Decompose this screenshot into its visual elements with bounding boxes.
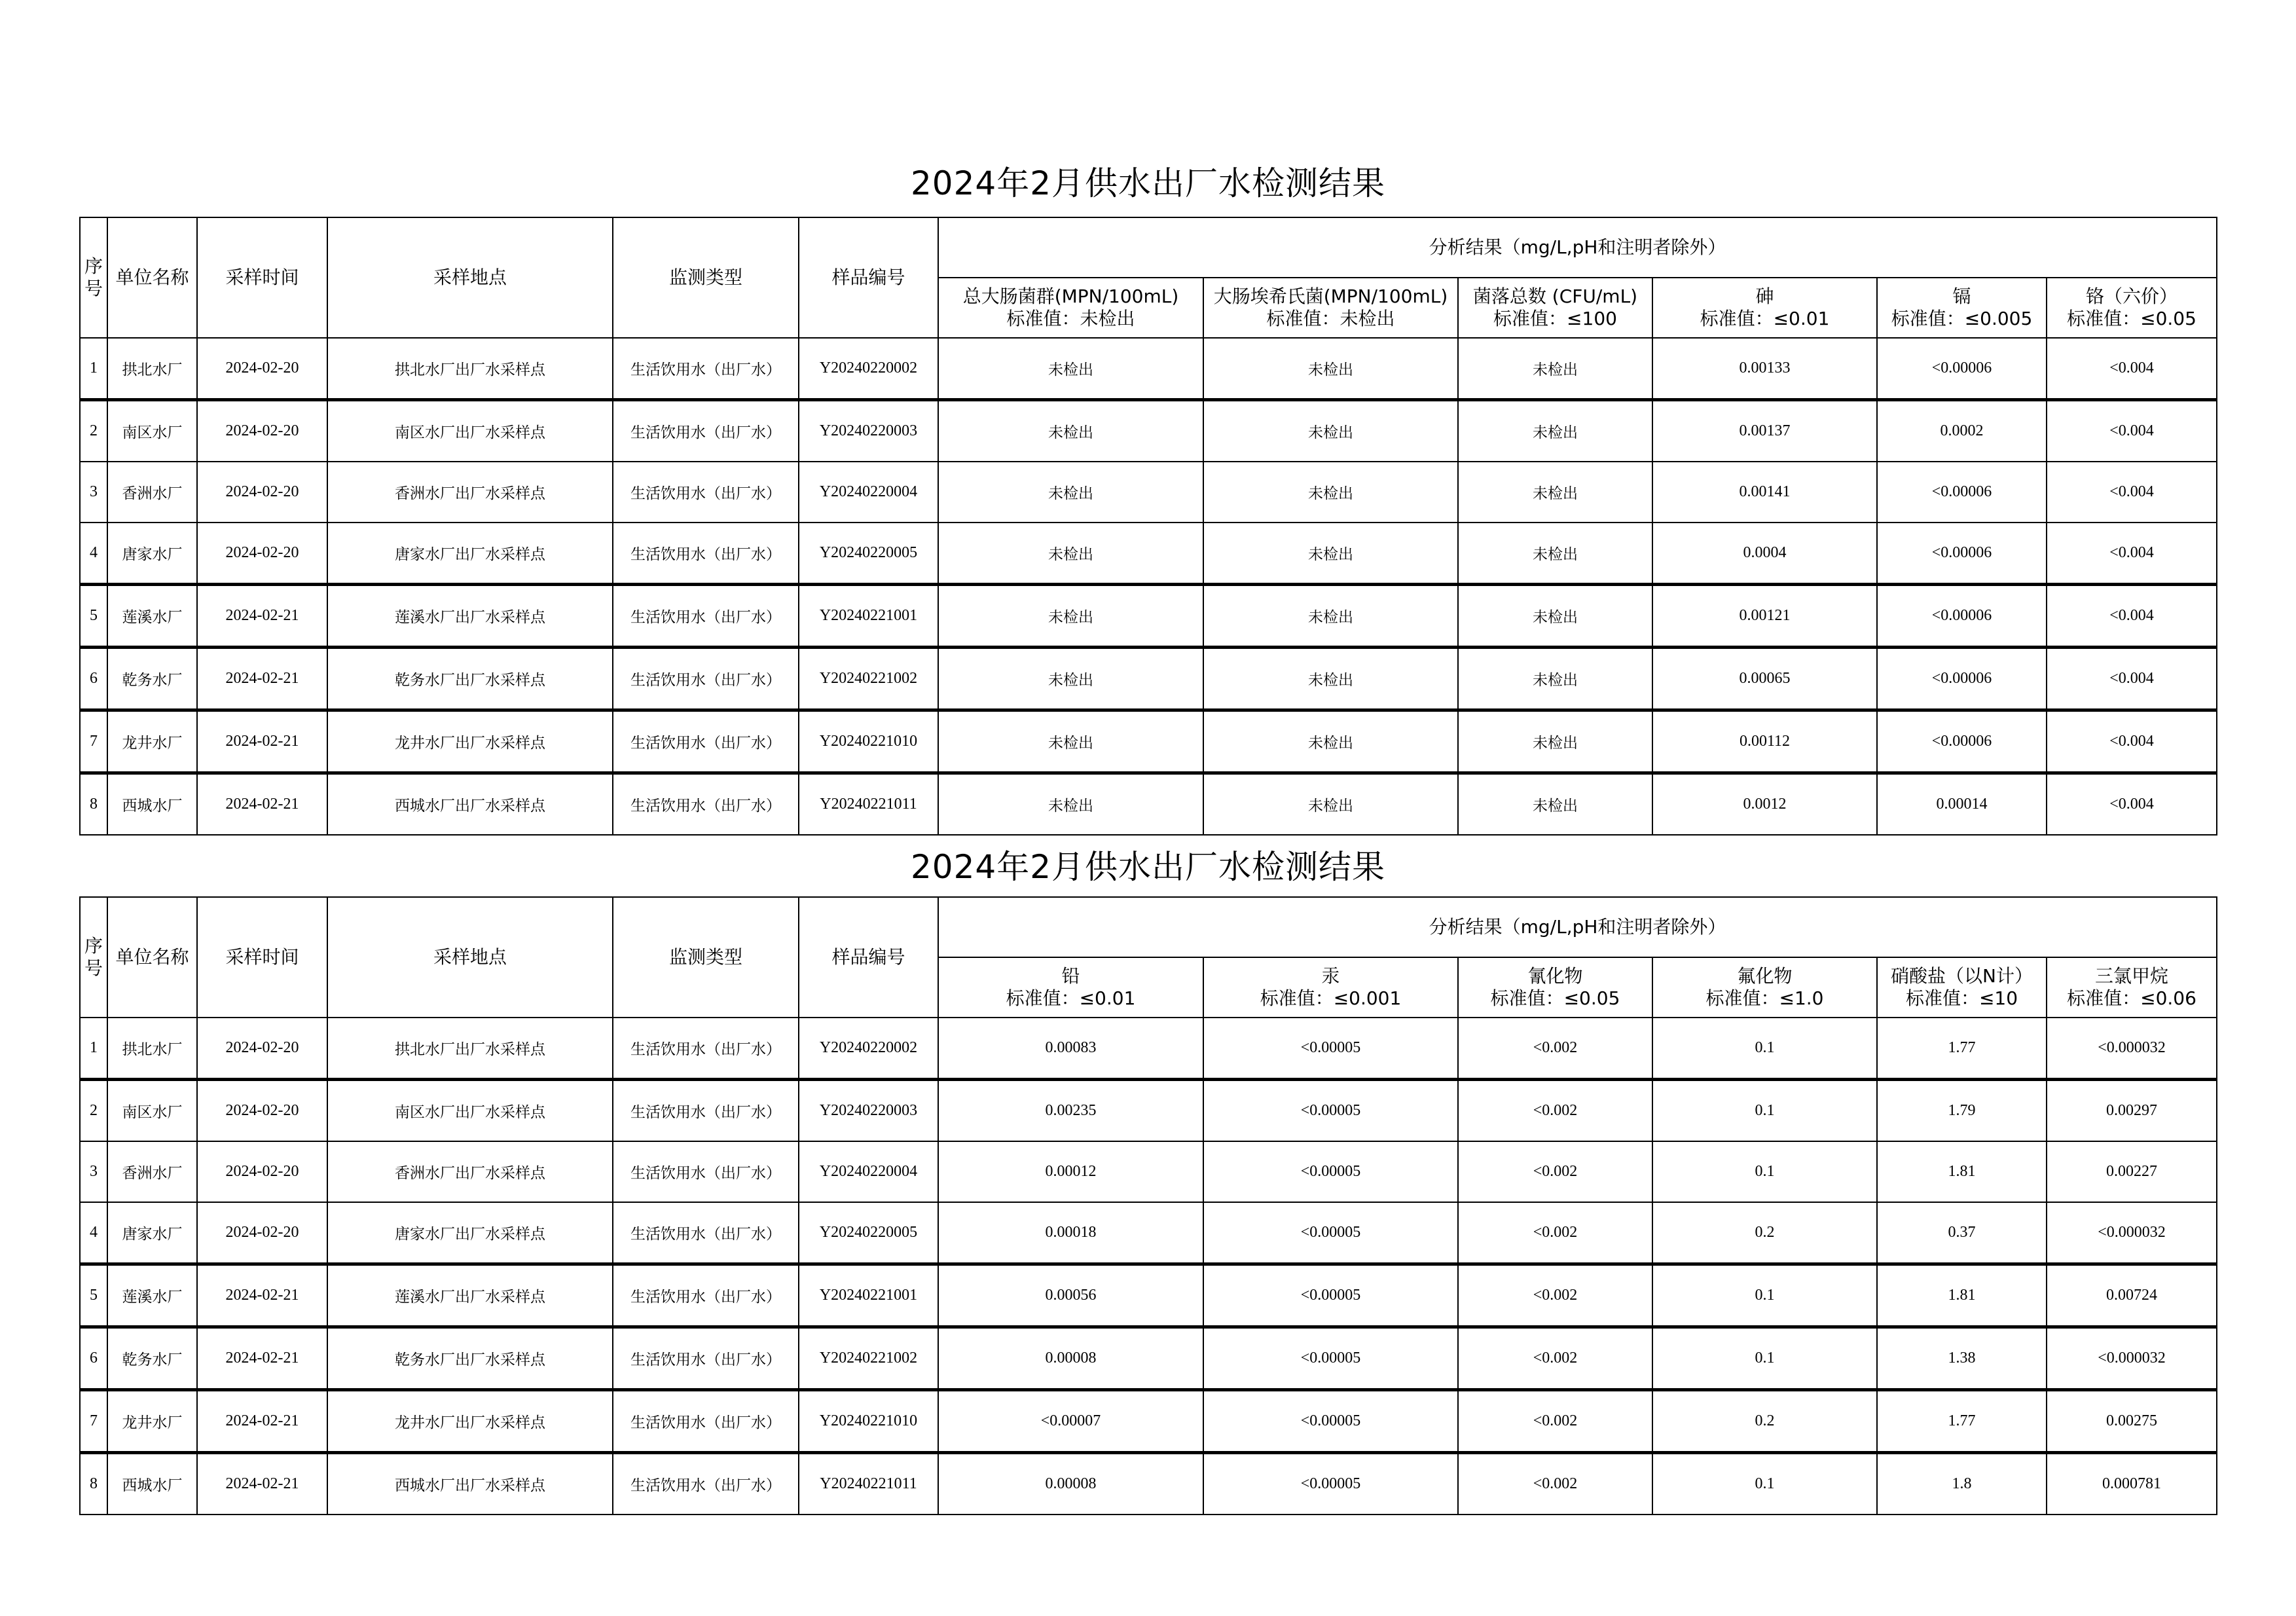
cell-result: 未检出 <box>938 462 1203 523</box>
cell-result: 未检出 <box>938 400 1203 462</box>
cell-type: 生活饮用水（出厂水） <box>613 338 799 400</box>
cell-type: 生活饮用水（出厂水） <box>613 773 799 836</box>
cell-result: 0.0004 <box>1652 523 1877 585</box>
param-standard: 标准值：未检出 <box>1006 308 1135 329</box>
cell-sample-id: Y20240220005 <box>799 1202 938 1264</box>
header-param <box>1458 957 1652 1018</box>
cell-time: 2024-02-21 <box>197 1327 327 1390</box>
cell-result: <0.002 <box>1458 1390 1652 1453</box>
header-sample-id: 样品编号 <box>799 217 938 338</box>
header-sample-id: 样品编号 <box>799 897 938 1018</box>
param-name: 三氯甲烷 <box>2095 965 2169 987</box>
table-row <box>80 1141 2217 1202</box>
table-row <box>80 1018 2217 1080</box>
cell-result: <0.00005 <box>1203 1453 1458 1515</box>
cell-sample-id: Y20240220002 <box>799 1018 938 1080</box>
cell-result: 0.00008 <box>938 1327 1203 1390</box>
cell-type: 生活饮用水（出厂水） <box>613 400 799 462</box>
cell-result: <0.004 <box>2047 773 2217 836</box>
cell-time: 2024-02-21 <box>197 1264 327 1327</box>
cell-result: 1.81 <box>1877 1141 2047 1202</box>
cell-unit: 香洲水厂 <box>107 462 197 523</box>
cell-result: 0.00012 <box>938 1141 1203 1202</box>
cell-seq: 1 <box>80 1018 107 1080</box>
param-standard: 标准值：≤0.005 <box>1891 308 2033 329</box>
cell-seq: 5 <box>80 1264 107 1327</box>
cell-result: 未检出 <box>1458 773 1652 836</box>
header-param <box>1652 957 1877 1018</box>
cell-result: 0.2 <box>1652 1390 1877 1453</box>
param-name: 汞 <box>1321 965 1340 987</box>
header-param <box>1877 957 2047 1018</box>
cell-unit: 南区水厂 <box>107 1080 197 1142</box>
cell-result: 0.00065 <box>1652 648 1877 710</box>
cell-result: 0.00014 <box>1877 773 2047 836</box>
header-param <box>1458 278 1652 338</box>
cell-location: 拱北水厂出厂水采样点 <box>327 338 613 400</box>
page-title-1: 2024年2月供水出厂水检测结果 <box>910 164 1386 202</box>
cell-result: <0.00005 <box>1203 1018 1458 1080</box>
cell-sample-id: Y20240221002 <box>799 1327 938 1390</box>
cell-location: 乾务水厂出厂水采样点 <box>327 1327 613 1390</box>
cell-type: 生活饮用水（出厂水） <box>613 585 799 648</box>
cell-result: 未检出 <box>938 773 1203 836</box>
cell-result: 未检出 <box>1203 523 1458 585</box>
cell-result: 未检出 <box>1458 710 1652 773</box>
cell-time: 2024-02-20 <box>197 1018 327 1080</box>
header-param <box>1652 278 1877 338</box>
cell-time: 2024-02-21 <box>197 1453 327 1515</box>
cell-result: 0.1 <box>1652 1327 1877 1390</box>
cell-result: <0.002 <box>1458 1453 1652 1515</box>
cell-location: 香洲水厂出厂水采样点 <box>327 1141 613 1202</box>
cell-sample-id: Y20240220002 <box>799 338 938 400</box>
param-name: 硝酸盐（以N计） <box>1891 965 2033 987</box>
cell-time: 2024-02-21 <box>197 648 327 710</box>
cell-location: 唐家水厂出厂水采样点 <box>327 1202 613 1264</box>
cell-unit: 香洲水厂 <box>107 1141 197 1202</box>
cell-result: <0.000032 <box>2047 1327 2217 1390</box>
cell-result: 1.77 <box>1877 1018 2047 1080</box>
cell-result: <0.004 <box>2047 462 2217 523</box>
table-row <box>80 462 2217 523</box>
cell-sample-id: Y20240220003 <box>799 1080 938 1142</box>
cell-result: <0.004 <box>2047 648 2217 710</box>
cell-unit: 乾务水厂 <box>107 648 197 710</box>
cell-sample-id: Y20240220005 <box>799 523 938 585</box>
cell-result: 1.77 <box>1877 1390 2047 1453</box>
cell-result: <0.00005 <box>1203 1141 1458 1202</box>
cell-result: 0.00121 <box>1652 585 1877 648</box>
cell-result: <0.004 <box>2047 585 2217 648</box>
cell-time: 2024-02-21 <box>197 1390 327 1453</box>
cell-unit: 莲溪水厂 <box>107 1264 197 1327</box>
cell-seq: 7 <box>80 710 107 773</box>
cell-time: 2024-02-20 <box>197 1202 327 1264</box>
cell-sample-id: Y20240220003 <box>799 400 938 462</box>
cell-unit: 乾务水厂 <box>107 1327 197 1390</box>
cell-result: 0.00056 <box>938 1264 1203 1327</box>
cell-seq: 6 <box>80 1327 107 1390</box>
cell-time: 2024-02-20 <box>197 1141 327 1202</box>
cell-type: 生活饮用水（出厂水） <box>613 1018 799 1080</box>
cell-result: <0.002 <box>1458 1202 1652 1264</box>
param-standard: 标准值：≤1.0 <box>1705 987 1824 1009</box>
cell-unit: 西城水厂 <box>107 1453 197 1515</box>
table-row <box>80 1390 2217 1453</box>
header-location: 采样地点 <box>327 217 613 338</box>
header-param <box>1203 957 1458 1018</box>
cell-type: 生活饮用水（出厂水） <box>613 648 799 710</box>
cell-result: 1.81 <box>1877 1264 2047 1327</box>
results-table-2 <box>79 896 2217 1515</box>
table-row <box>80 1202 2217 1264</box>
table-row <box>80 648 2217 710</box>
header-type: 监测类型 <box>613 217 799 338</box>
cell-seq: 2 <box>80 1080 107 1142</box>
header-param <box>2047 957 2217 1018</box>
header-analysis: 分析结果（mg/L,pH和注明者除外） <box>938 217 2217 278</box>
cell-result: 0.0012 <box>1652 773 1877 836</box>
cell-result: 0.37 <box>1877 1202 2047 1264</box>
header-unit: 单位名称 <box>107 217 197 338</box>
cell-location: 香洲水厂出厂水采样点 <box>327 462 613 523</box>
cell-time: 2024-02-20 <box>197 400 327 462</box>
cell-result: <0.002 <box>1458 1080 1652 1142</box>
cell-sample-id: Y20240221010 <box>799 710 938 773</box>
cell-sample-id: Y20240221002 <box>799 648 938 710</box>
table-row <box>80 585 2217 648</box>
cell-result: 0.00137 <box>1652 400 1877 462</box>
param-name: 氰化物 <box>1527 965 1583 987</box>
cell-result: 未检出 <box>1458 648 1652 710</box>
param-standard: 标准值：≤0.05 <box>1490 987 1620 1009</box>
cell-sample-id: Y20240220004 <box>799 462 938 523</box>
cell-location: 西城水厂出厂水采样点 <box>327 773 613 836</box>
table-row <box>80 1327 2217 1390</box>
cell-result: 未检出 <box>1203 710 1458 773</box>
param-name: 镉 <box>1952 285 1971 307</box>
param-standard: 标准值：≤10 <box>1905 987 2018 1009</box>
cell-sample-id: Y20240221011 <box>799 773 938 836</box>
cell-time: 2024-02-20 <box>197 523 327 585</box>
cell-unit: 拱北水厂 <box>107 338 197 400</box>
table-row <box>80 1080 2217 1142</box>
cell-result: 0.000781 <box>2047 1453 2217 1515</box>
cell-result: <0.002 <box>1458 1327 1652 1390</box>
cell-result: <0.00006 <box>1877 710 2047 773</box>
param-standard: 标准值：≤0.06 <box>2067 987 2196 1009</box>
param-name: 铅 <box>1061 965 1080 987</box>
cell-result: 未检出 <box>1203 400 1458 462</box>
cell-result: 未检出 <box>938 710 1203 773</box>
cell-location: 龙井水厂出厂水采样点 <box>327 1390 613 1453</box>
header-location: 采样地点 <box>327 897 613 1018</box>
table-row <box>80 338 2217 400</box>
cell-location: 乾务水厂出厂水采样点 <box>327 648 613 710</box>
cell-seq: 2 <box>80 400 107 462</box>
cell-result: <0.002 <box>1458 1141 1652 1202</box>
cell-time: 2024-02-21 <box>197 773 327 836</box>
cell-result: 0.0002 <box>1877 400 2047 462</box>
cell-location: 唐家水厂出厂水采样点 <box>327 523 613 585</box>
cell-seq: 6 <box>80 648 107 710</box>
cell-result: <0.00007 <box>938 1390 1203 1453</box>
cell-result: <0.004 <box>2047 523 2217 585</box>
cell-result: <0.000032 <box>2047 1018 2217 1080</box>
param-standard: 标准值：≤0.01 <box>1006 987 1136 1009</box>
cell-result: <0.000032 <box>2047 1202 2217 1264</box>
cell-type: 生活饮用水（出厂水） <box>613 1453 799 1515</box>
cell-result: 1.38 <box>1877 1327 2047 1390</box>
table-1-body <box>80 338 2217 835</box>
header-param <box>938 278 1203 338</box>
header-param <box>1203 278 1458 338</box>
cell-result: 未检出 <box>1458 585 1652 648</box>
cell-type: 生活饮用水（出厂水） <box>613 1080 799 1142</box>
cell-result: <0.00005 <box>1203 1390 1458 1453</box>
cell-seq: 4 <box>80 523 107 585</box>
cell-result: 0.2 <box>1652 1202 1877 1264</box>
cell-type: 生活饮用水（出厂水） <box>613 1264 799 1327</box>
cell-time: 2024-02-20 <box>197 338 327 400</box>
cell-seq: 3 <box>80 462 107 523</box>
cell-location: 南区水厂出厂水采样点 <box>327 400 613 462</box>
cell-result: 未检出 <box>938 338 1203 400</box>
cell-unit: 唐家水厂 <box>107 1202 197 1264</box>
cell-unit: 莲溪水厂 <box>107 585 197 648</box>
cell-result: <0.00006 <box>1877 338 2047 400</box>
cell-result: 0.00133 <box>1652 338 1877 400</box>
cell-result: <0.00006 <box>1877 585 2047 648</box>
cell-result: <0.00005 <box>1203 1327 1458 1390</box>
cell-result: 未检出 <box>1203 462 1458 523</box>
param-name: 氟化物 <box>1737 965 1793 987</box>
cell-unit: 龙井水厂 <box>107 1390 197 1453</box>
cell-type: 生活饮用水（出厂水） <box>613 1327 799 1390</box>
cell-type: 生活饮用水（出厂水） <box>613 710 799 773</box>
cell-time: 2024-02-20 <box>197 462 327 523</box>
table-row <box>80 400 2217 462</box>
cell-type: 生活饮用水（出厂水） <box>613 1390 799 1453</box>
cell-result: <0.004 <box>2047 710 2217 773</box>
cell-sample-id: Y20240221001 <box>799 1264 938 1327</box>
cell-result: 未检出 <box>1458 523 1652 585</box>
cell-time: 2024-02-21 <box>197 710 327 773</box>
cell-result: 未检出 <box>1203 585 1458 648</box>
cell-unit: 西城水厂 <box>107 773 197 836</box>
param-name: 铬（六价） <box>2086 285 2178 307</box>
cell-result: 未检出 <box>1203 773 1458 836</box>
cell-result: <0.00005 <box>1203 1080 1458 1142</box>
cell-result: <0.004 <box>2047 400 2217 462</box>
cell-time: 2024-02-20 <box>197 1080 327 1142</box>
cell-type: 生活饮用水（出厂水） <box>613 1141 799 1202</box>
header-param <box>938 957 1203 1018</box>
cell-type: 生活饮用水（出厂水） <box>613 523 799 585</box>
header-seq: 序号 <box>80 217 107 338</box>
param-name: 总大肠菌群(MPN/100mL) <box>962 285 1179 307</box>
table-row <box>80 710 2217 773</box>
cell-unit: 唐家水厂 <box>107 523 197 585</box>
cell-result: 未检出 <box>938 585 1203 648</box>
table-2-body <box>80 1018 2217 1515</box>
header-time: 采样时间 <box>197 897 327 1018</box>
table-row <box>80 773 2217 836</box>
cell-result: 0.00018 <box>938 1202 1203 1264</box>
param-name: 大肠埃希氏菌(MPN/100mL) <box>1213 285 1448 307</box>
cell-result: 0.00112 <box>1652 710 1877 773</box>
cell-result: <0.004 <box>2047 338 2217 400</box>
cell-result: 0.00141 <box>1652 462 1877 523</box>
param-standard: 标准值：≤0.05 <box>2067 308 2196 329</box>
cell-seq: 1 <box>80 338 107 400</box>
cell-result: 0.1 <box>1652 1453 1877 1515</box>
cell-location: 龙井水厂出厂水采样点 <box>327 710 613 773</box>
cell-result: 未检出 <box>1458 338 1652 400</box>
header-unit: 单位名称 <box>107 897 197 1018</box>
header-param <box>2047 278 2217 338</box>
cell-result: 0.00083 <box>938 1018 1203 1080</box>
cell-unit: 南区水厂 <box>107 400 197 462</box>
header-type: 监测类型 <box>613 897 799 1018</box>
cell-location: 莲溪水厂出厂水采样点 <box>327 1264 613 1327</box>
cell-result: 0.1 <box>1652 1264 1877 1327</box>
cell-sample-id: Y20240221010 <box>799 1390 938 1453</box>
cell-unit: 龙井水厂 <box>107 710 197 773</box>
cell-result: 0.00008 <box>938 1453 1203 1515</box>
cell-location: 拱北水厂出厂水采样点 <box>327 1018 613 1080</box>
cell-seq: 5 <box>80 585 107 648</box>
cell-result: 未检出 <box>1203 338 1458 400</box>
cell-result: 0.00724 <box>2047 1264 2217 1327</box>
cell-location: 西城水厂出厂水采样点 <box>327 1453 613 1515</box>
cell-result: 0.1 <box>1652 1141 1877 1202</box>
header-param <box>1877 278 2047 338</box>
param-name: 菌落总数 (CFU/mL) <box>1472 285 1638 307</box>
cell-result: 1.79 <box>1877 1080 2047 1142</box>
cell-result: 0.1 <box>1652 1080 1877 1142</box>
cell-sample-id: Y20240221001 <box>799 585 938 648</box>
cell-seq: 8 <box>80 1453 107 1515</box>
cell-result: 未检出 <box>1458 400 1652 462</box>
header-analysis: 分析结果（mg/L,pH和注明者除外） <box>938 897 2217 957</box>
page-title-2: 2024年2月供水出厂水检测结果 <box>910 848 1386 886</box>
cell-result: 未检出 <box>938 648 1203 710</box>
cell-result: 未检出 <box>1203 648 1458 710</box>
cell-result: <0.002 <box>1458 1264 1652 1327</box>
cell-result: 未检出 <box>938 523 1203 585</box>
cell-seq: 7 <box>80 1390 107 1453</box>
cell-result: 0.00235 <box>938 1080 1203 1142</box>
header-time: 采样时间 <box>197 217 327 338</box>
cell-unit: 拱北水厂 <box>107 1018 197 1080</box>
cell-sample-id: Y20240221011 <box>799 1453 938 1515</box>
cell-result: <0.00005 <box>1203 1202 1458 1264</box>
cell-type: 生活饮用水（出厂水） <box>613 462 799 523</box>
cell-result: 0.00275 <box>2047 1390 2217 1453</box>
cell-result: <0.002 <box>1458 1018 1652 1080</box>
header-seq: 序号 <box>80 897 107 1018</box>
param-standard: 标准值：≤0.001 <box>1260 987 1402 1009</box>
cell-result: 0.1 <box>1652 1018 1877 1080</box>
cell-seq: 3 <box>80 1141 107 1202</box>
cell-result: 0.00227 <box>2047 1141 2217 1202</box>
param-standard: 标准值：未检出 <box>1266 308 1395 329</box>
table-row <box>80 1264 2217 1327</box>
param-standard: 标准值：≤0.01 <box>1700 308 1830 329</box>
results-table-1 <box>79 217 2217 836</box>
param-name: 砷 <box>1755 285 1774 307</box>
cell-result: <0.00006 <box>1877 462 2047 523</box>
cell-location: 莲溪水厂出厂水采样点 <box>327 585 613 648</box>
cell-location: 南区水厂出厂水采样点 <box>327 1080 613 1142</box>
table-row <box>80 1453 2217 1515</box>
table-row <box>80 523 2217 585</box>
cell-result: 未检出 <box>1458 462 1652 523</box>
cell-sample-id: Y20240220004 <box>799 1141 938 1202</box>
cell-result: <0.00006 <box>1877 648 2047 710</box>
cell-result: <0.00006 <box>1877 523 2047 585</box>
cell-result: <0.00005 <box>1203 1264 1458 1327</box>
cell-result: 1.8 <box>1877 1453 2047 1515</box>
cell-result: 0.00297 <box>2047 1080 2217 1142</box>
cell-time: 2024-02-21 <box>197 585 327 648</box>
cell-seq: 8 <box>80 773 107 836</box>
cell-type: 生活饮用水（出厂水） <box>613 1202 799 1264</box>
cell-seq: 4 <box>80 1202 107 1264</box>
param-standard: 标准值：≤100 <box>1493 308 1617 329</box>
